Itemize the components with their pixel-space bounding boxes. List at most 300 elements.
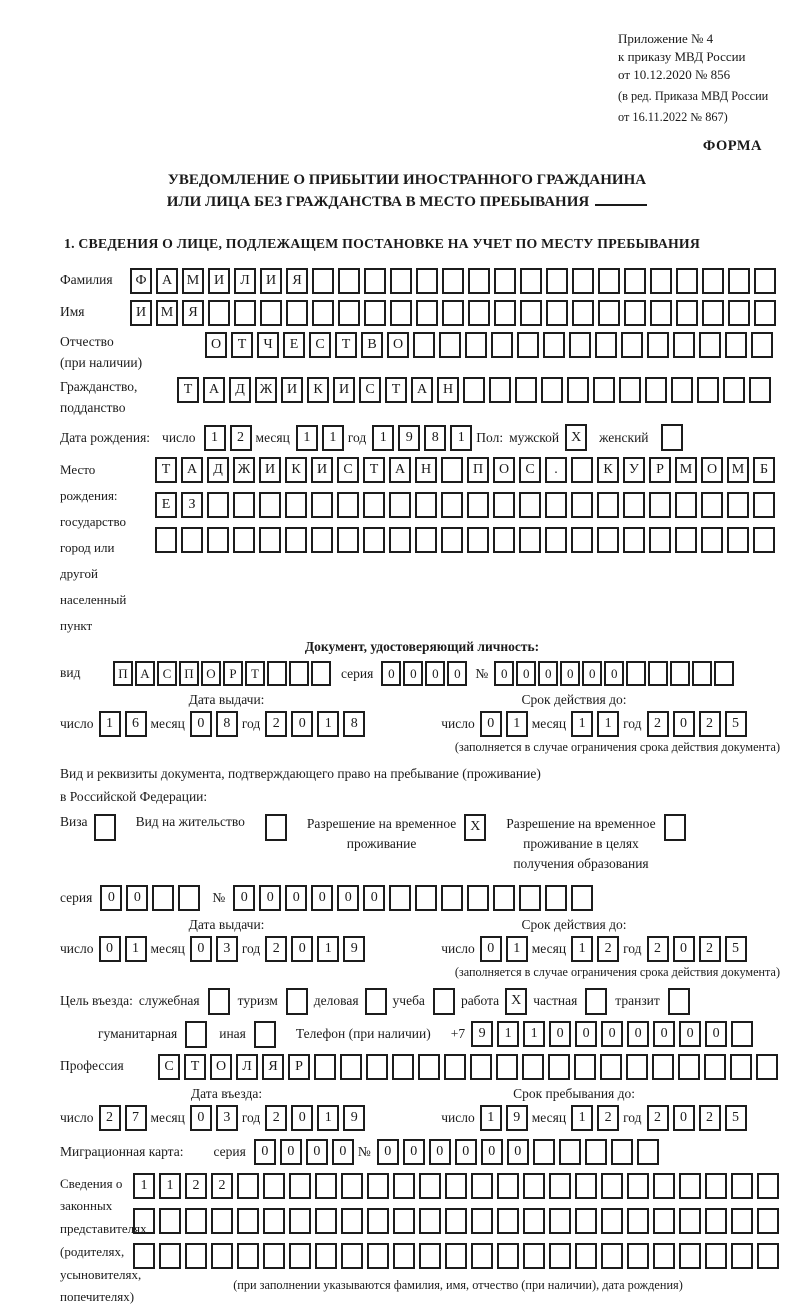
char-cell[interactable] — [263, 1243, 285, 1269]
purpose-official-checkbox[interactable] — [208, 988, 230, 1015]
char-cell[interactable]: 1 — [571, 936, 593, 962]
char-cell[interactable] — [289, 1208, 311, 1234]
char-cell[interactable]: 8 — [343, 711, 365, 737]
char-cell[interactable]: 0 — [480, 711, 502, 737]
char-cell[interactable] — [185, 1208, 207, 1234]
char-cell[interactable]: А — [156, 268, 178, 294]
char-cell[interactable] — [543, 332, 565, 358]
char-cell[interactable]: Е — [283, 332, 305, 358]
char-cell[interactable] — [234, 300, 256, 326]
char-cell[interactable] — [389, 527, 411, 553]
char-cell[interactable] — [676, 268, 698, 294]
char-cell[interactable] — [567, 377, 589, 403]
char-cell[interactable] — [494, 300, 516, 326]
char-cell[interactable]: 8 — [216, 711, 238, 737]
char-cell[interactable] — [363, 527, 385, 553]
edu-permit-checkbox[interactable] — [664, 814, 686, 841]
char-cell[interactable]: Т — [155, 457, 177, 483]
char-cell[interactable]: 0 — [285, 885, 307, 911]
char-cell[interactable] — [207, 492, 229, 518]
char-cell[interactable]: 5 — [725, 711, 747, 737]
char-cell[interactable] — [572, 300, 594, 326]
char-cell[interactable] — [637, 1139, 659, 1165]
char-cell[interactable] — [546, 268, 568, 294]
char-cell[interactable] — [517, 332, 539, 358]
char-cell[interactable] — [673, 332, 695, 358]
char-cell[interactable] — [237, 1243, 259, 1269]
char-cell[interactable] — [678, 1054, 700, 1080]
char-cell[interactable]: И — [311, 457, 333, 483]
char-cell[interactable]: 0 — [549, 1021, 571, 1047]
char-cell[interactable] — [418, 1054, 440, 1080]
char-cell[interactable] — [645, 377, 667, 403]
char-cell[interactable]: Т — [231, 332, 253, 358]
char-cell[interactable] — [263, 1173, 285, 1199]
char-cell[interactable]: А — [135, 661, 155, 686]
char-cell[interactable]: 3 — [216, 1105, 238, 1131]
char-cell[interactable] — [497, 1173, 519, 1199]
char-cell[interactable]: М — [727, 457, 749, 483]
char-cell[interactable] — [419, 1208, 441, 1234]
char-cell[interactable] — [260, 300, 282, 326]
char-cell[interactable]: 0 — [126, 885, 148, 911]
char-cell[interactable] — [441, 885, 463, 911]
char-cell[interactable] — [649, 527, 671, 553]
char-cell[interactable]: 0 — [627, 1021, 649, 1047]
char-cell[interactable] — [289, 1243, 311, 1269]
char-cell[interactable] — [671, 377, 693, 403]
char-cell[interactable] — [757, 1208, 779, 1234]
char-cell[interactable]: 1 — [322, 425, 344, 451]
char-cell[interactable]: 1 — [506, 936, 528, 962]
char-cell[interactable]: 5 — [725, 1105, 747, 1131]
char-cell[interactable]: И — [260, 268, 282, 294]
char-cell[interactable] — [364, 268, 386, 294]
char-cell[interactable] — [491, 332, 513, 358]
char-cell[interactable] — [627, 1243, 649, 1269]
char-cell[interactable]: М — [156, 300, 178, 326]
char-cell[interactable] — [725, 332, 747, 358]
char-cell[interactable] — [676, 300, 698, 326]
char-cell[interactable] — [181, 527, 203, 553]
char-cell[interactable]: 2 — [647, 936, 669, 962]
char-cell[interactable] — [702, 268, 724, 294]
char-cell[interactable] — [601, 1243, 623, 1269]
purpose-transit-checkbox[interactable] — [668, 988, 690, 1015]
char-cell[interactable] — [705, 1173, 727, 1199]
char-cell[interactable]: Л — [236, 1054, 258, 1080]
char-cell[interactable]: 0 — [653, 1021, 675, 1047]
char-cell[interactable] — [611, 1139, 633, 1165]
char-cell[interactable]: И — [259, 457, 281, 483]
char-cell[interactable] — [489, 377, 511, 403]
char-cell[interactable] — [730, 1054, 752, 1080]
char-cell[interactable] — [585, 1139, 607, 1165]
char-cell[interactable]: 0 — [480, 936, 502, 962]
char-cell[interactable]: 9 — [506, 1105, 528, 1131]
char-cell[interactable]: 1 — [317, 936, 339, 962]
char-cell[interactable] — [699, 332, 721, 358]
char-cell[interactable]: 2 — [597, 1105, 619, 1131]
purpose-other-checkbox[interactable] — [254, 1021, 276, 1048]
char-cell[interactable] — [575, 1208, 597, 1234]
char-cell[interactable] — [493, 885, 515, 911]
char-cell[interactable]: 0 — [254, 1139, 276, 1165]
char-cell[interactable] — [133, 1243, 155, 1269]
char-cell[interactable] — [415, 885, 437, 911]
char-cell[interactable] — [390, 300, 412, 326]
char-cell[interactable] — [159, 1243, 181, 1269]
char-cell[interactable]: 1 — [597, 711, 619, 737]
char-cell[interactable]: 0 — [601, 1021, 623, 1047]
char-cell[interactable] — [367, 1243, 389, 1269]
char-cell[interactable]: Т — [177, 377, 199, 403]
char-cell[interactable] — [624, 300, 646, 326]
char-cell[interactable] — [598, 268, 620, 294]
char-cell[interactable] — [159, 1208, 181, 1234]
char-cell[interactable] — [701, 492, 723, 518]
sex-female-checkbox[interactable] — [661, 424, 683, 451]
char-cell[interactable]: 0 — [280, 1139, 302, 1165]
char-cell[interactable] — [533, 1139, 555, 1165]
char-cell[interactable] — [207, 527, 229, 553]
char-cell[interactable] — [465, 332, 487, 358]
char-cell[interactable] — [546, 300, 568, 326]
residence-permit-checkbox[interactable] — [265, 814, 287, 841]
char-cell[interactable] — [419, 1243, 441, 1269]
char-cell[interactable] — [259, 492, 281, 518]
char-cell[interactable] — [366, 1054, 388, 1080]
char-cell[interactable]: Я — [262, 1054, 284, 1080]
char-cell[interactable] — [467, 492, 489, 518]
char-cell[interactable] — [624, 268, 646, 294]
char-cell[interactable]: П — [467, 457, 489, 483]
char-cell[interactable] — [601, 1173, 623, 1199]
char-cell[interactable]: 2 — [230, 425, 252, 451]
char-cell[interactable] — [233, 527, 255, 553]
char-cell[interactable] — [389, 885, 411, 911]
char-cell[interactable]: О — [205, 332, 227, 358]
char-cell[interactable] — [753, 492, 775, 518]
char-cell[interactable]: С — [157, 661, 177, 686]
char-cell[interactable] — [393, 1173, 415, 1199]
char-cell[interactable] — [178, 885, 200, 911]
char-cell[interactable] — [392, 1054, 414, 1080]
char-cell[interactable]: . — [545, 457, 567, 483]
char-cell[interactable]: 7 — [125, 1105, 147, 1131]
char-cell[interactable] — [289, 1173, 311, 1199]
char-cell[interactable]: Т — [385, 377, 407, 403]
char-cell[interactable] — [571, 527, 593, 553]
char-cell[interactable]: С — [158, 1054, 180, 1080]
char-cell[interactable]: 0 — [233, 885, 255, 911]
char-cell[interactable] — [341, 1173, 363, 1199]
char-cell[interactable] — [519, 492, 541, 518]
char-cell[interactable] — [571, 492, 593, 518]
char-cell[interactable] — [623, 527, 645, 553]
char-cell[interactable] — [523, 1243, 545, 1269]
char-cell[interactable] — [749, 377, 771, 403]
char-cell[interactable]: 0 — [99, 936, 121, 962]
char-cell[interactable]: 2 — [265, 936, 287, 962]
char-cell[interactable] — [470, 1054, 492, 1080]
char-cell[interactable] — [670, 661, 690, 686]
char-cell[interactable] — [286, 300, 308, 326]
char-cell[interactable]: К — [307, 377, 329, 403]
char-cell[interactable] — [416, 300, 438, 326]
char-cell[interactable] — [727, 492, 749, 518]
char-cell[interactable]: В — [361, 332, 383, 358]
char-cell[interactable] — [679, 1243, 701, 1269]
char-cell[interactable]: 0 — [332, 1139, 354, 1165]
char-cell[interactable]: Н — [415, 457, 437, 483]
char-cell[interactable] — [442, 300, 464, 326]
char-cell[interactable] — [285, 492, 307, 518]
char-cell[interactable] — [445, 1243, 467, 1269]
char-cell[interactable] — [337, 527, 359, 553]
char-cell[interactable] — [442, 268, 464, 294]
char-cell[interactable] — [267, 661, 287, 686]
char-cell[interactable] — [627, 1173, 649, 1199]
char-cell[interactable] — [545, 492, 567, 518]
char-cell[interactable]: С — [519, 457, 541, 483]
char-cell[interactable]: 1 — [372, 425, 394, 451]
char-cell[interactable] — [367, 1208, 389, 1234]
char-cell[interactable] — [601, 1208, 623, 1234]
char-cell[interactable] — [338, 268, 360, 294]
char-cell[interactable] — [675, 492, 697, 518]
char-cell[interactable]: 0 — [455, 1139, 477, 1165]
char-cell[interactable]: П — [113, 661, 133, 686]
char-cell[interactable] — [519, 885, 541, 911]
char-cell[interactable] — [520, 300, 542, 326]
char-cell[interactable]: 9 — [398, 425, 420, 451]
char-cell[interactable] — [340, 1054, 362, 1080]
char-cell[interactable] — [393, 1208, 415, 1234]
char-cell[interactable]: 1 — [480, 1105, 502, 1131]
char-cell[interactable]: 1 — [125, 936, 147, 962]
char-cell[interactable] — [571, 457, 593, 483]
char-cell[interactable]: 0 — [377, 1139, 399, 1165]
char-cell[interactable] — [515, 377, 537, 403]
char-cell[interactable] — [653, 1208, 675, 1234]
char-cell[interactable] — [259, 527, 281, 553]
char-cell[interactable] — [497, 1208, 519, 1234]
char-cell[interactable]: 0 — [673, 936, 695, 962]
char-cell[interactable] — [312, 268, 334, 294]
char-cell[interactable]: 0 — [604, 661, 624, 686]
char-cell[interactable] — [652, 1054, 674, 1080]
char-cell[interactable]: 0 — [673, 1105, 695, 1131]
char-cell[interactable]: 9 — [471, 1021, 493, 1047]
char-cell[interactable]: 1 — [133, 1173, 155, 1199]
char-cell[interactable] — [496, 1054, 518, 1080]
char-cell[interactable] — [650, 300, 672, 326]
char-cell[interactable] — [559, 1139, 581, 1165]
char-cell[interactable] — [572, 268, 594, 294]
char-cell[interactable] — [413, 332, 435, 358]
char-cell[interactable] — [522, 1054, 544, 1080]
char-cell[interactable]: 1 — [296, 425, 318, 451]
char-cell[interactable]: 0 — [507, 1139, 529, 1165]
char-cell[interactable] — [289, 661, 309, 686]
char-cell[interactable]: 1 — [571, 711, 593, 737]
char-cell[interactable] — [523, 1208, 545, 1234]
char-cell[interactable] — [675, 527, 697, 553]
char-cell[interactable]: 0 — [259, 885, 281, 911]
char-cell[interactable]: А — [411, 377, 433, 403]
char-cell[interactable] — [441, 492, 463, 518]
char-cell[interactable]: 2 — [265, 711, 287, 737]
char-cell[interactable] — [471, 1173, 493, 1199]
char-cell[interactable]: 2 — [265, 1105, 287, 1131]
char-cell[interactable]: 1 — [450, 425, 472, 451]
char-cell[interactable]: 3 — [216, 936, 238, 962]
char-cell[interactable] — [341, 1243, 363, 1269]
char-cell[interactable]: Б — [753, 457, 775, 483]
char-cell[interactable] — [627, 1208, 649, 1234]
char-cell[interactable] — [731, 1243, 753, 1269]
char-cell[interactable]: 2 — [647, 711, 669, 737]
char-cell[interactable]: 0 — [190, 711, 212, 737]
char-cell[interactable] — [597, 492, 619, 518]
char-cell[interactable] — [467, 885, 489, 911]
char-cell[interactable]: 1 — [99, 711, 121, 737]
char-cell[interactable] — [441, 457, 463, 483]
char-cell[interactable] — [704, 1054, 726, 1080]
char-cell[interactable] — [315, 1208, 337, 1234]
char-cell[interactable]: 2 — [99, 1105, 121, 1131]
char-cell[interactable]: Н — [437, 377, 459, 403]
char-cell[interactable]: 0 — [425, 661, 445, 686]
char-cell[interactable] — [626, 661, 646, 686]
char-cell[interactable] — [393, 1243, 415, 1269]
char-cell[interactable] — [597, 527, 619, 553]
visa-checkbox[interactable] — [94, 814, 116, 841]
char-cell[interactable]: 1 — [204, 425, 226, 451]
char-cell[interactable] — [679, 1208, 701, 1234]
char-cell[interactable] — [185, 1243, 207, 1269]
char-cell[interactable] — [211, 1243, 233, 1269]
char-cell[interactable]: 1 — [159, 1173, 181, 1199]
char-cell[interactable] — [679, 1173, 701, 1199]
char-cell[interactable]: Д — [207, 457, 229, 483]
char-cell[interactable] — [593, 377, 615, 403]
char-cell[interactable]: Я — [286, 268, 308, 294]
sex-male-checkbox[interactable]: X — [565, 424, 587, 451]
char-cell[interactable] — [728, 268, 750, 294]
char-cell[interactable]: О — [387, 332, 409, 358]
char-cell[interactable]: С — [309, 332, 331, 358]
char-cell[interactable]: 0 — [705, 1021, 727, 1047]
purpose-humanitarian-checkbox[interactable] — [185, 1021, 207, 1048]
purpose-work-checkbox[interactable]: X — [505, 988, 527, 1015]
char-cell[interactable]: 0 — [363, 885, 385, 911]
char-cell[interactable]: 1 — [317, 1105, 339, 1131]
char-cell[interactable]: 0 — [538, 661, 558, 686]
char-cell[interactable] — [467, 527, 489, 553]
char-cell[interactable]: М — [182, 268, 204, 294]
char-cell[interactable]: 2 — [647, 1105, 669, 1131]
char-cell[interactable]: С — [359, 377, 381, 403]
char-cell[interactable] — [595, 332, 617, 358]
char-cell[interactable] — [520, 268, 542, 294]
char-cell[interactable] — [416, 268, 438, 294]
char-cell[interactable] — [493, 527, 515, 553]
char-cell[interactable]: С — [337, 457, 359, 483]
char-cell[interactable] — [133, 1208, 155, 1234]
char-cell[interactable]: 0 — [291, 936, 313, 962]
char-cell[interactable]: Е — [155, 492, 177, 518]
char-cell[interactable]: Р — [223, 661, 243, 686]
char-cell[interactable] — [152, 885, 174, 911]
char-cell[interactable] — [702, 300, 724, 326]
char-cell[interactable] — [653, 1173, 675, 1199]
char-cell[interactable] — [574, 1054, 596, 1080]
char-cell[interactable]: И — [130, 300, 152, 326]
char-cell[interactable]: 2 — [699, 936, 721, 962]
char-cell[interactable]: О — [493, 457, 515, 483]
purpose-study-checkbox[interactable] — [433, 988, 455, 1015]
char-cell[interactable]: З — [181, 492, 203, 518]
char-cell[interactable]: 0 — [582, 661, 602, 686]
char-cell[interactable] — [647, 332, 669, 358]
char-cell[interactable] — [728, 300, 750, 326]
char-cell[interactable] — [545, 527, 567, 553]
char-cell[interactable] — [390, 268, 412, 294]
purpose-private-checkbox[interactable] — [585, 988, 607, 1015]
char-cell[interactable] — [311, 492, 333, 518]
char-cell[interactable] — [263, 1208, 285, 1234]
char-cell[interactable] — [757, 1243, 779, 1269]
char-cell[interactable] — [697, 377, 719, 403]
char-cell[interactable]: 0 — [311, 885, 333, 911]
char-cell[interactable] — [650, 268, 672, 294]
char-cell[interactable]: И — [281, 377, 303, 403]
char-cell[interactable]: 2 — [597, 936, 619, 962]
char-cell[interactable] — [754, 268, 776, 294]
char-cell[interactable]: Р — [649, 457, 671, 483]
char-cell[interactable] — [727, 527, 749, 553]
char-cell[interactable] — [363, 492, 385, 518]
purpose-business-checkbox[interactable] — [365, 988, 387, 1015]
char-cell[interactable] — [757, 1173, 779, 1199]
char-cell[interactable] — [444, 1054, 466, 1080]
char-cell[interactable]: 0 — [337, 885, 359, 911]
char-cell[interactable]: У — [623, 457, 645, 483]
char-cell[interactable] — [285, 527, 307, 553]
char-cell[interactable]: 0 — [306, 1139, 328, 1165]
char-cell[interactable] — [237, 1173, 259, 1199]
char-cell[interactable] — [315, 1173, 337, 1199]
char-cell[interactable] — [337, 492, 359, 518]
char-cell[interactable]: К — [597, 457, 619, 483]
char-cell[interactable] — [705, 1243, 727, 1269]
char-cell[interactable] — [338, 300, 360, 326]
char-cell[interactable]: 0 — [481, 1139, 503, 1165]
char-cell[interactable] — [471, 1208, 493, 1234]
char-cell[interactable] — [575, 1173, 597, 1199]
char-cell[interactable] — [311, 661, 331, 686]
char-cell[interactable] — [389, 492, 411, 518]
char-cell[interactable] — [211, 1208, 233, 1234]
char-cell[interactable] — [155, 527, 177, 553]
char-cell[interactable] — [692, 661, 712, 686]
char-cell[interactable] — [623, 492, 645, 518]
char-cell[interactable]: 0 — [190, 936, 212, 962]
char-cell[interactable] — [315, 1243, 337, 1269]
char-cell[interactable] — [621, 332, 643, 358]
